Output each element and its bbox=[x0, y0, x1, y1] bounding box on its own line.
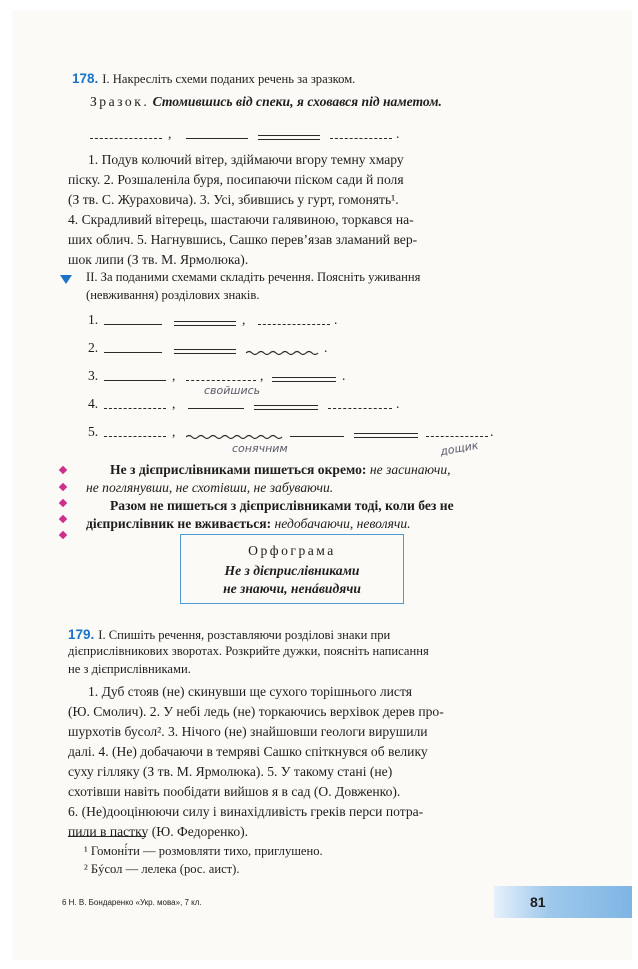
scheme-label: 2. bbox=[88, 340, 99, 355]
exercise-178-task-1: І. Накресліть схеми поданих речень за зразком. bbox=[102, 72, 356, 86]
scheme-double-line bbox=[174, 321, 236, 326]
scheme-object-line bbox=[330, 138, 392, 139]
scheme-double-line bbox=[272, 377, 336, 382]
handwritten-note: дощик bbox=[439, 438, 480, 459]
scheme-predicate-line bbox=[258, 135, 320, 140]
footer-imprint: 6 Н. В. Бондаренко «Укр. мова», 7 кл. bbox=[62, 898, 202, 907]
scheme-dash-line bbox=[426, 436, 488, 437]
scheme-dash-line bbox=[104, 436, 166, 437]
sentence-line: далі. 4. (Не) добачаючи в темряві Сашко спіткнувся об велику bbox=[68, 744, 428, 759]
sample-line bbox=[90, 94, 442, 110]
scheme-line bbox=[104, 380, 166, 381]
orthogram-title: Орфограма bbox=[248, 543, 336, 558]
scheme-dash-line bbox=[186, 380, 256, 381]
sample-text: Стомившись від спеки, я сховався під наметом. bbox=[152, 94, 442, 109]
scheme-dot: . bbox=[324, 340, 328, 355]
sentence-line: 1. Дуб стояв (не) скинувши ще сухого торішнього листя bbox=[88, 684, 412, 699]
scheme-double-line bbox=[354, 433, 418, 438]
scheme-subject-line bbox=[186, 138, 248, 139]
scheme-line bbox=[290, 436, 344, 437]
footnote-divider bbox=[68, 836, 146, 837]
sentence-line: пили в пастку (Ю. Федоренко). bbox=[68, 824, 249, 839]
orthogram-subtitle: Не з дієприслівниками bbox=[224, 563, 360, 578]
scheme-line bbox=[104, 324, 162, 325]
scheme-dash-line bbox=[258, 324, 330, 325]
scheme-wavy-line bbox=[186, 434, 284, 440]
scheme-comma: , bbox=[260, 368, 264, 383]
orthogram-box bbox=[180, 534, 404, 604]
sentence-line: (З тв. С. Жураховича). 3. Усі, збившись у гурт, гомонять¹. bbox=[68, 192, 399, 207]
orthogram-examples: не знаючи, ненáвидячи bbox=[223, 581, 361, 596]
scheme-label: 1. bbox=[88, 312, 99, 327]
scheme-dash-line bbox=[328, 408, 392, 409]
sample-word: Зразок. bbox=[90, 94, 150, 109]
scheme-label: 4. bbox=[88, 396, 99, 411]
page-number: 81 bbox=[530, 894, 546, 910]
footnote: ¹ Гомоні́ти — розмовляти тихо, приглушено. bbox=[84, 844, 323, 858]
sentence-line: шок липи (З тв. М. Ярмолюка). bbox=[68, 252, 249, 267]
rule-line-1-examples: не засинаючи, bbox=[369, 462, 451, 477]
scheme-comma: , bbox=[172, 424, 176, 439]
sentence-line: 6. (Не)дооцінюючи силу і винахідливість греків перси потра- bbox=[68, 804, 424, 819]
sentence-line: піску. 2. Розшаленіла буря, посипаючи піском сади й поля bbox=[68, 172, 404, 187]
exercise-179-header bbox=[68, 626, 390, 644]
exercise-179-task-line: не з дієприслівниками. bbox=[68, 662, 191, 676]
rule-line-4-start: дієприслівник не вживається: bbox=[86, 516, 272, 531]
handwritten-note: свойшись bbox=[204, 384, 261, 397]
scheme-dot: . bbox=[490, 424, 494, 439]
difficulty-triangle-icon bbox=[60, 275, 72, 284]
task-2-line: ІІ. За поданими схемами складіть речення. Поясніть уживання bbox=[86, 270, 421, 284]
sentence-line: (Ю. Смолич). 2. У небі ледь (не) торкаючись верхівок дерев про- bbox=[68, 704, 444, 719]
rule-line-1-start: Не з дієприслівниками пишеться окремо: bbox=[110, 462, 367, 477]
exercise-178-header bbox=[72, 70, 355, 88]
sentence-line: шурхотів бусол². 3. Нічого (не) знайшовши геологи вирушили bbox=[68, 724, 428, 739]
page-number-bar bbox=[494, 886, 632, 918]
sentence-line: 1. Подув колючий вітер, здіймаючи вгору темну хмару bbox=[88, 152, 404, 167]
scheme-label: 3. bbox=[88, 368, 99, 383]
rule-line-2: не поглянувши, не схотівши, не забуваючи. bbox=[86, 480, 334, 495]
sentence-line: 4. Скрадливий вітерець, шастаючи галявиною, торкався на- bbox=[68, 212, 414, 227]
rule-line-3: Разом не пишеться з дієприслівниками тоді, коли без не bbox=[110, 498, 454, 513]
sentence-line: ших облич. 5. Нагнувшись, Сашко перев’язав зламаний вер- bbox=[68, 232, 418, 247]
rule-line-4 bbox=[86, 516, 411, 532]
scheme-comma: , bbox=[242, 312, 246, 327]
scheme-line bbox=[188, 408, 244, 409]
rule-line-4-examples: недобачаючи, неволячи. bbox=[274, 516, 411, 531]
sentence-line: суху гілляку (З тв. М. Ярмолюка). 5. У такому стані (не) bbox=[68, 764, 393, 779]
scheme-label: 5. bbox=[88, 424, 99, 439]
rule-line-1 bbox=[110, 462, 451, 478]
exercise-178-number: 178. bbox=[72, 71, 99, 86]
exercise-179-task-line: дієприслівникових зворотах. Розкрийте дужки, поясніть написання bbox=[68, 644, 429, 658]
exercise-179-number: 179. bbox=[68, 627, 95, 642]
scheme-dot: . bbox=[334, 312, 338, 327]
scheme-double-line bbox=[174, 349, 236, 354]
scheme-line bbox=[104, 352, 162, 353]
scheme-segment bbox=[90, 138, 162, 139]
scheme-dot: . bbox=[342, 368, 346, 383]
scheme-dot: . bbox=[396, 126, 400, 141]
scheme-double-line bbox=[254, 405, 318, 410]
handwritten-note: сонячним bbox=[232, 442, 288, 455]
footnote: ² Бýсол — лелека (рос. аист). bbox=[84, 862, 240, 876]
task-2-line: (невживання) розділових знаків. bbox=[86, 288, 260, 302]
exercise-179-task-line: І. Спишіть речення, розставляючи розділові знаки при bbox=[98, 628, 391, 642]
scheme-comma: , bbox=[168, 126, 172, 141]
sentence-line: схотівши навіть пообідати вийшов я в сад (О. Довженко). bbox=[68, 784, 401, 799]
scheme-wavy-line bbox=[246, 350, 320, 356]
scheme-comma: , bbox=[172, 396, 176, 411]
scheme-dot: . bbox=[396, 396, 400, 411]
scheme-comma: , bbox=[172, 368, 176, 383]
scheme-dash-line bbox=[104, 408, 166, 409]
